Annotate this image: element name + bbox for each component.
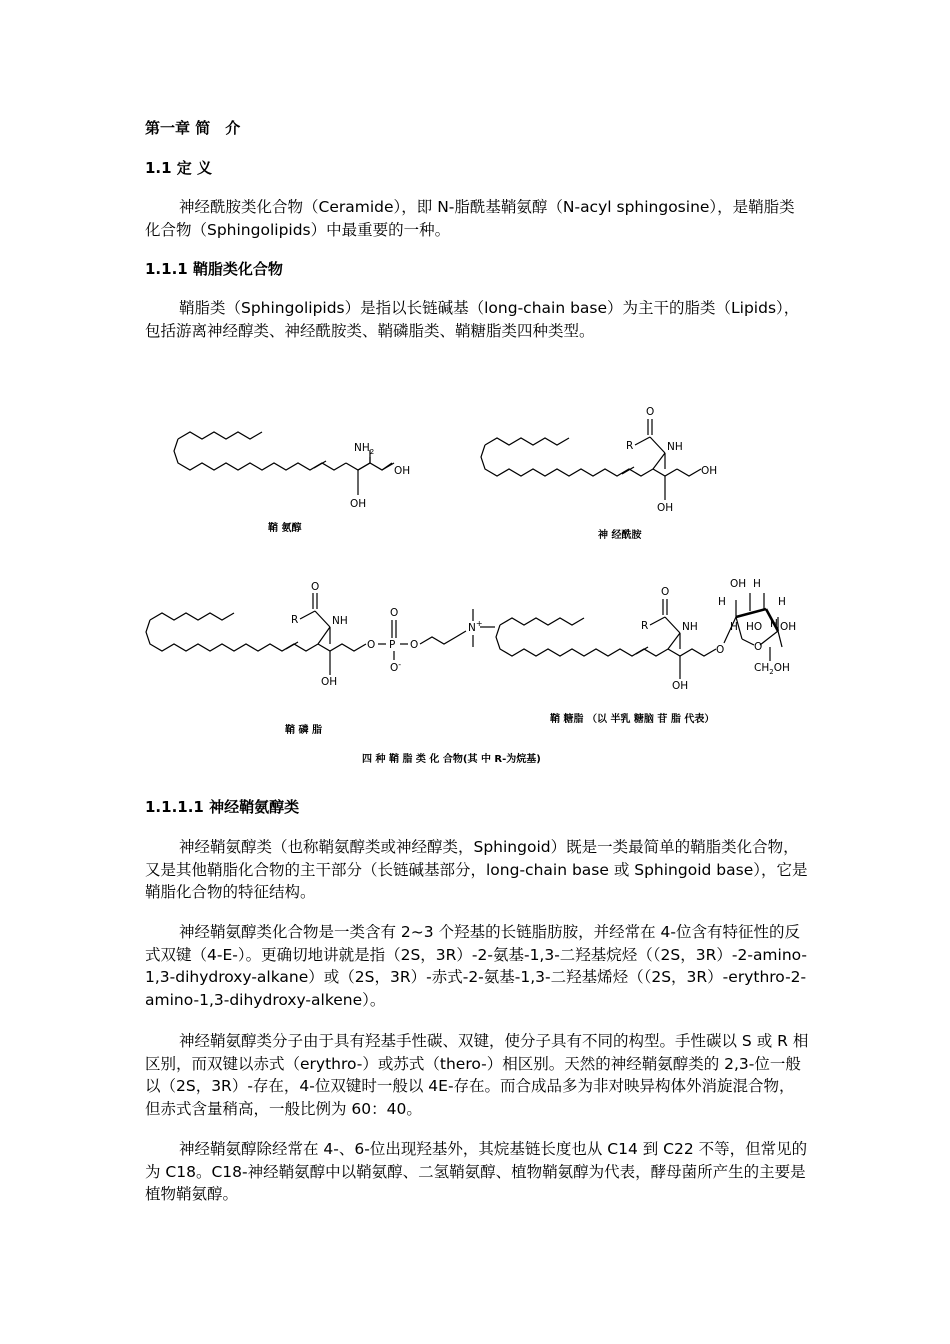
ceramide-oh-terminal: OH	[701, 465, 718, 477]
ceramide-oh-secondary: OH	[657, 502, 674, 514]
section-heading-1-1: 1.1 定 义	[145, 159, 213, 177]
label-sphingosine: 鞘 氨醇	[268, 523, 302, 534]
label-ceramide: 神 经酰胺	[598, 530, 642, 541]
section-heading-1-1-1-1: 1.1.1.1 神经鞘氨醇类	[145, 798, 300, 816]
glycosphingolipid-chain-upper	[500, 618, 584, 625]
sugar-oh-top: OH	[730, 578, 747, 590]
paragraph-1	[145, 836, 810, 904]
sphingomyelin-phosphate-o: O	[390, 607, 399, 619]
glycosphingolipid-nh-atom: NH	[682, 621, 698, 633]
paragraph-4-text: 神经鞘氨醇除经常在 4-、6-位出现羟基外，其烷基链长度也从 C14 到 C22 不等，但常见的为 C18。C18-神经鞘氨醇中以鞘氨醇、二氢鞘氨醇、植物鞘氨醇为代表，酵母菌所产生的主要是植物鞘氨醇。	[145, 1140, 808, 1203]
sugar-h-right: H	[778, 596, 786, 608]
sphingosine-chain-lower	[174, 439, 346, 470]
paragraph-definition	[145, 196, 810, 241]
ceramide-carbonyl-o: O	[646, 406, 655, 418]
sphingomyelin-nitrogen: N+	[468, 619, 483, 634]
sphingosine-backbone	[346, 463, 370, 470]
paragraph-1-text: 神经鞘氨醇类（也称鞘氨醇类或神经醇类，Sphingoid）既是一类最简单的鞘脂类化合物，又是其他鞘脂化合物的主干部分（长链碱基部分，long-chain base 或 Sphingoid base），它是鞘脂化合物的特征结构。	[145, 838, 808, 901]
glycosphingolipid-oh: OH	[672, 680, 689, 692]
label-sphingomyelin: 鞘 磷 脂	[285, 725, 322, 736]
sphingolipid-structures-figure	[130, 395, 820, 780]
structures-svg	[130, 395, 820, 780]
glycosphingolipid-carbonyl-o: O	[661, 586, 670, 598]
paragraph-definition-text: 神经酰胺类化合物（Ceramide），即 N-脂酰基鞘氨醇（N-acyl sphingosine），是鞘脂类化合物（Sphingolipids）中最重要的一种。	[145, 198, 795, 239]
sugar-h-top: H	[753, 578, 761, 590]
sugar-h-inner-right: H	[770, 618, 778, 630]
sphingosine-oh-terminal: OH	[394, 465, 411, 477]
paragraph-3	[145, 1030, 810, 1120]
paragraph-3-text: 神经鞘氨醇类分子由于具有羟基手性碳、双键，使分子具有不同的构型。手性碳以 S 或 R 相区别，而双键以赤式（erythro-）或苏式（thero-）相区别。天然的神经鞘氨醇类的 2,3-位一般以（2S，3R）-存在，4-位双键时一般以 4E-存在。而合成品多为非对映异构体外消旋混合物，但赤式含量稍高，一般比例为 60：40。	[145, 1032, 809, 1118]
paragraph-2	[145, 921, 810, 1011]
sugar-h-inner-left: H	[730, 621, 738, 633]
sugar-oh-right: OH	[780, 621, 797, 633]
sugar-ho-inner: HO	[746, 621, 763, 633]
sugar-ring-o: O	[754, 641, 763, 653]
paragraph-sphingolipids	[145, 297, 810, 342]
sphingomyelin-phosphate-o-minus: O-	[390, 660, 402, 674]
sphingomyelin-ester-o2: O	[410, 639, 419, 651]
paragraph-sphingolipids-text: 鞘脂类（Sphingolipids）是指以长链碱基（long-chain base）为主干的脂类（Lipids），包括游离神经醇类、神经酰胺类、鞘磷脂类、鞘糖脂类四种类型。	[145, 299, 800, 340]
ceramide-nh-atom: NH	[667, 441, 683, 453]
sphingosine-chain-upper	[178, 432, 262, 439]
sphingosine-nh2-atom: $NH_2$	[354, 442, 375, 456]
glycosphingolipid-glycosidic-o: O	[716, 644, 725, 656]
sphingomyelin-carbonyl-o: O	[311, 581, 320, 593]
sphingomyelin-ester-o1: O	[367, 639, 376, 651]
sugar-h-left: H	[718, 596, 726, 608]
glycosphingolipid-r-group: R	[641, 620, 649, 632]
sphingomyelin-oh: OH	[321, 676, 338, 688]
figure-caption: 四 种 鞘 脂 类 化 合物(其 中 R-为烷基)	[362, 754, 541, 765]
label-glycosphingolipid: 鞘 糖脂 （以 半乳 糖脑 苷 脂 代表）	[550, 714, 715, 725]
paragraph-4	[145, 1138, 810, 1206]
sphingosine-oh-secondary: OH	[350, 498, 367, 510]
sphingomyelin-phosphorus: P	[389, 639, 396, 651]
sphingomyelin-chain-upper	[150, 613, 234, 620]
ceramide-chain-upper	[485, 438, 569, 445]
paragraph-2-text: 神经鞘氨醇类化合物是一类含有 2~3 个羟基的长链脂肪胺，并经常在 4-位含有特征性的反式双键（4-E-）。更确切地讲就是指（2S，3R）-2-氨基-1,3-二羟基烷烃（（2S，3R）-2-amino-1,3-dihydroxy-alkane）或（2S，3R）-赤式-2-氨基-1,3-二羟基烯烃（（2S，3R）-erythro-2-amino-1,3-dihydroxy-alkene）。	[145, 923, 808, 1009]
sugar-ch2oh: $CH_2OH$	[754, 662, 790, 676]
ceramide-r-group: R	[626, 440, 634, 452]
chapter-title: 第一章 简 介	[145, 119, 241, 137]
sphingomyelin-nh-atom: NH	[332, 615, 348, 627]
sphingomyelin-r-group: R	[291, 614, 299, 626]
section-heading-1-1-1: 1.1.1 鞘脂类化合物	[145, 260, 283, 278]
